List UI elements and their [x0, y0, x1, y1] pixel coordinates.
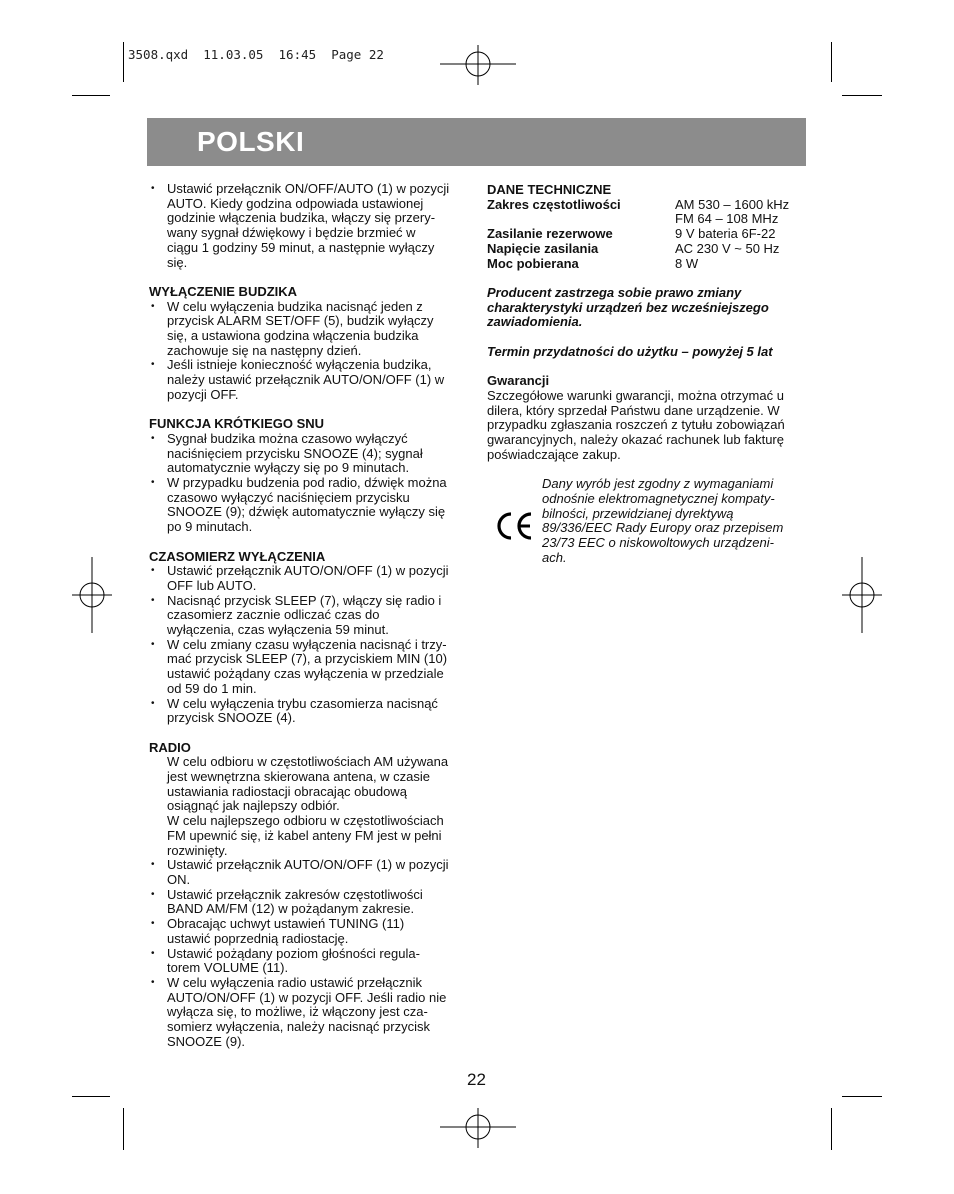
page-number: 22 — [467, 1070, 486, 1089]
bullet-icon: • — [151, 432, 155, 444]
bullet-icon: • — [151, 697, 155, 709]
spec-label — [487, 212, 675, 227]
section-heading: RADIO — [149, 739, 191, 755]
warranty-heading: Gwarancji — [487, 373, 550, 389]
bullet-icon: • — [151, 947, 155, 959]
print-slug: 3508.qxd 11.03.05 16:45 Page 22 — [128, 47, 384, 62]
registration-mark-icon — [440, 45, 516, 85]
ce-text: Dany wyrób jest zgodny z wymaganiami odnośnie elektromagnetycznej kompaty- bilności, przewidzianej dyrektywą 89/336/EEC Rady Europy oraz przepisem 23/73 EEC o niskowoltowych urządzeni- ach. — [542, 476, 784, 565]
bullet-icon: • — [151, 976, 155, 988]
bullet-icon: • — [151, 359, 155, 371]
warranty-text: Szczegółowe warunki gwarancji, można otrzymać u dilera, który sprzedał Państwu dane urządzenie. W przypadku zgłaszania roszczeń z tytułu zobowiązań gwarancyjnych, należy okazać rachunek lub fakturę poświadczające zakup. — [487, 387, 785, 462]
list-item: • Sygnał budzika można czasowo wyłączyć naciśnięciem przycisku SNOOZE (4); sygnał automatycznie wyłączy się po 9 minutach. — [151, 430, 423, 476]
spec-label: Zakres częstotliwości — [487, 196, 621, 212]
list-item: • W celu wyłączenia radio ustawić przełącznik AUTO/ON/OFF (1) w pozycji OFF. Jeśli radio nie wyłącza się, to możliwe, iż włączony jest cza- somierz wyłączenia, należy nacisnąć przycisk SNOOZE (9). — [151, 974, 447, 1049]
spec-label: Zasilanie rezerwowe — [487, 226, 613, 242]
spec-label: Moc pobierana — [487, 255, 579, 271]
section-heading: CZASOMIERZ WYŁĄCZENIA — [149, 548, 326, 564]
list-item: • Nacisnąć przycisk SLEEP (7), włączy się radio i czasomierz zacznie odliczać czas do wyłączenia, czas wyłączenia 59 minut. — [151, 592, 442, 638]
bullet-icon: • — [151, 638, 155, 650]
list-item: • Ustawić pożądany poziom głośności regula- torem VOLUME (11). — [151, 945, 420, 976]
right-column — [487, 183, 809, 577]
spec-label: Napięcie zasilania — [487, 240, 599, 256]
registration-mark-icon — [842, 557, 882, 633]
list-item: • Jeśli istnieje konieczność wyłączenia budzika, należy ustawić przełącznik AUTO/ON/OFF (1) w pozycji OFF. — [151, 357, 445, 402]
shelf-life-text: Termin przydatności do użytku – powyżej 5 lat — [487, 343, 773, 359]
spec-value: AM 530 – 1600 kHz — [675, 196, 790, 212]
crop-mark — [72, 95, 110, 96]
bullet-icon: • — [151, 565, 155, 577]
list-item: • Ustawić przełącznik AUTO/ON/OFF (1) w pozycji ON. — [151, 857, 449, 887]
list-item: • W celu zmiany czasu wyłączenia nacisnąć i trzy- mać przycisk SLEEP (7), a przyciskiem MIN (10) ustawić pożądany czas wyłączenia w przedziale od 59 do 1 min. — [151, 636, 448, 696]
spec-value: FM 64 – 108 MHz — [675, 211, 779, 227]
section-heading: FUNKCJA KRÓTKIEGO SNU — [149, 416, 325, 432]
bullet-icon: • — [151, 594, 155, 606]
crop-mark — [842, 95, 882, 96]
spec-table — [487, 198, 809, 272]
bullet-icon: • — [151, 183, 155, 194]
crop-mark — [123, 42, 124, 82]
notice-text: Producent zastrzega sobie prawo zmiany charakterystyki urządzeń bez wcześniejszego zawiadomienia. — [487, 284, 769, 330]
section-heading: WYŁĄCZENIE BUDZIKA — [149, 283, 298, 299]
crop-mark — [831, 1108, 832, 1150]
spec-heading: DANE TECHNICZNE — [487, 182, 612, 197]
bullet-icon: • — [151, 477, 155, 489]
bullet-icon: • — [151, 859, 155, 871]
list-item: • Ustawić przełącznik zakresów częstotliwości BAND AM/FM (12) w pożądanym zakresie. — [151, 886, 423, 917]
banner-title: POLSKI — [197, 126, 305, 157]
crop-mark — [842, 1096, 882, 1097]
ce-declaration — [487, 477, 809, 577]
registration-mark-icon — [440, 1108, 516, 1148]
list-item: • Ustawić przełącznik ON/OFF/AUTO (1) w pozycji AUTO. Kiedy godzina odpowiada ustawionej godzinie włączenia budzika, włączy się przery- wany sygnał dźwiękowy i będzie brzmieć w ciągu 1 godziny 59 minut, a następnie wyłączy się. — [151, 181, 450, 270]
list-item: • Obracając uchwyt ustawień TUNING (11) ustawić poprzednią radiostację. — [151, 916, 405, 946]
language-banner — [147, 118, 806, 166]
list-item: • W celu wyłączenia budzika nacisnąć jeden z przycisk ALARM SET/OFF (5), budzik wyłączy się, a ustawiona godzina włączenia budzika zachowuje się na następny dzień. — [151, 298, 434, 358]
left-column — [149, 182, 471, 1049]
crop-mark — [72, 1096, 110, 1097]
spec-value: 9 V bateria 6F-22 — [675, 226, 776, 242]
list-item: • W przypadku budzenia pod radio, dźwięk można czasowo wyłączyć naciśnięciem przycisku SNOOZE (9); dźwięk automatycznie wyłączy się po 9 minutach. — [151, 475, 447, 535]
spec-value: AC 230 V ~ 50 Hz — [675, 240, 780, 256]
registration-mark-icon — [72, 557, 112, 633]
paragraph: W celu odbioru w częstotliwościach AM używana jest wewnętrzna skierowana antena, w czasie ustawiania radiostacji obracając obudową osiągnąć jak najlepszy odbiór. W celu najlepszego odbioru w częstotliwościach FM upewnić się, iż kabel anteny FM jest w pełni rozwinięty. — [167, 754, 449, 858]
ce-mark-icon — [495, 511, 535, 541]
bullet-icon: • — [151, 888, 155, 900]
bullet-icon: • — [151, 300, 155, 312]
crop-mark — [831, 42, 832, 82]
spec-value: 8 W — [675, 255, 699, 271]
crop-mark — [123, 1108, 124, 1150]
list-item: • Ustawić przełącznik AUTO/ON/OFF (1) w pozycji OFF lub AUTO. — [151, 563, 449, 593]
list-item: • W celu wyłączenia trybu czasomierza nacisnąć przycisk SNOOZE (4). — [151, 695, 438, 726]
bullet-icon: • — [151, 918, 155, 930]
